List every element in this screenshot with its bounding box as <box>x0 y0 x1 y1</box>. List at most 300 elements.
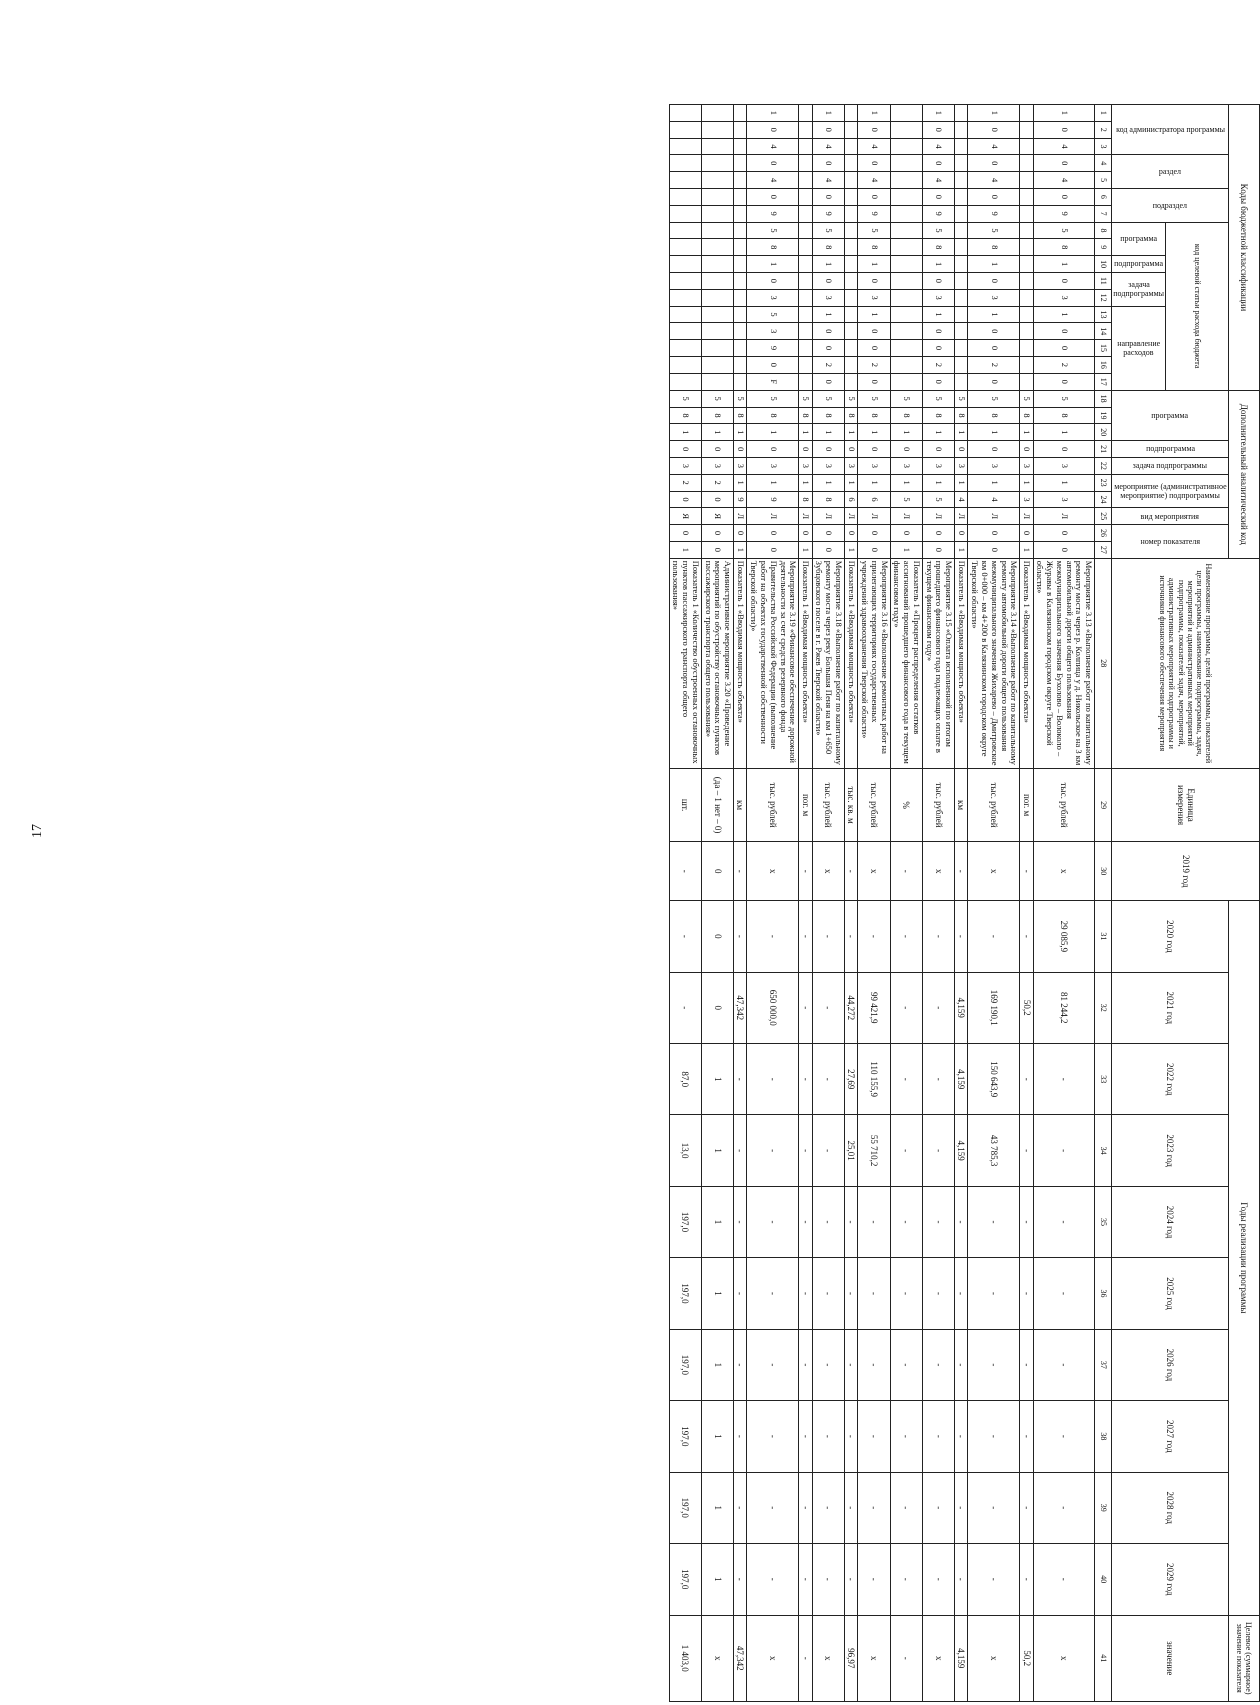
code-cell: 0 <box>747 356 799 373</box>
code-cell: 8 <box>812 407 844 424</box>
value-2019: х <box>922 842 954 901</box>
code-cell: 1 <box>1020 474 1033 491</box>
dop-vid-header: вид мероприятия <box>1112 508 1229 525</box>
code-cell <box>701 323 733 340</box>
table-row <box>747 105 799 1702</box>
code-cell: 1 <box>669 541 701 558</box>
column-number: 21 <box>1095 441 1112 458</box>
final-value: 96,97 <box>844 1615 857 1702</box>
year-value: - <box>812 1472 844 1543</box>
year-value: - <box>1033 1044 1095 1115</box>
year-value: - <box>799 1115 812 1186</box>
code-cell: 1 <box>1020 541 1033 558</box>
final-value: х <box>701 1615 733 1702</box>
row-unit: тыс. рублей <box>812 768 844 842</box>
year-value: - <box>812 1258 844 1329</box>
code-cell: Я <box>701 508 733 525</box>
code-cell: 0 <box>812 525 844 542</box>
code-cell: 4 <box>1033 172 1095 189</box>
column-number: 34 <box>1095 1115 1112 1186</box>
code-cell: 5 <box>799 390 812 407</box>
code-cell <box>669 239 701 256</box>
year-value: - <box>858 1472 890 1543</box>
year-value: - <box>747 1044 799 1115</box>
code-cell: 4 <box>812 172 844 189</box>
value-2019: х <box>812 842 844 901</box>
column-number-row <box>1095 105 1112 1702</box>
year-value: - <box>890 1115 922 1186</box>
code-cell: 8 <box>747 407 799 424</box>
code-cell: 1 <box>812 424 844 441</box>
year-value: 197,0 <box>669 1258 701 1329</box>
code-cell: 0 <box>812 441 844 458</box>
year-value: - <box>922 1115 954 1186</box>
code-cell <box>669 340 701 357</box>
code-cell: 0 <box>1033 441 1095 458</box>
code-cell: 0 <box>1033 188 1095 205</box>
code-cell: 0 <box>734 525 747 542</box>
code-cell <box>734 172 747 189</box>
code-cell: 1 <box>968 474 1020 491</box>
code-cell: 3 <box>734 457 747 474</box>
code-cell <box>701 155 733 172</box>
code-cell: 5 <box>858 390 890 407</box>
year-value: - <box>890 972 922 1043</box>
year-value: 0 <box>701 901 733 972</box>
code-cell: 1 <box>1033 474 1095 491</box>
row-unit: пог. м <box>1020 768 1033 842</box>
code-cell <box>734 239 747 256</box>
code-cell: 8 <box>858 239 890 256</box>
year-value: 1 <box>701 1044 733 1115</box>
year-value: - <box>812 901 844 972</box>
code-cell: 5 <box>922 222 954 239</box>
code-cell: 1 <box>858 256 890 273</box>
code-cell <box>799 155 812 172</box>
final-value: х <box>747 1615 799 1702</box>
code-cell: 0 <box>922 541 954 558</box>
year-value: 1 <box>701 1186 733 1257</box>
code-cell: 1 <box>890 424 922 441</box>
code-cell: Л <box>799 508 812 525</box>
year-value: - <box>1033 1186 1095 1257</box>
code-cell: 0 <box>858 323 890 340</box>
code-cell <box>890 222 922 239</box>
kcsr-podprogramma-header: подпрограмма <box>1112 256 1166 273</box>
year-value: - <box>890 901 922 972</box>
code-cell <box>799 222 812 239</box>
razdel-header: раздел <box>1112 155 1229 189</box>
kcsr-napravlenie-header: направление расходов <box>1112 306 1166 390</box>
code-cell <box>844 155 857 172</box>
code-cell <box>799 188 812 205</box>
code-cell: 0 <box>922 441 954 458</box>
code-cell <box>844 188 857 205</box>
code-cell: 5 <box>1033 390 1095 407</box>
code-cell <box>701 188 733 205</box>
code-cell <box>701 306 733 323</box>
code-cell: 0 <box>812 340 844 357</box>
code-cell <box>799 121 812 138</box>
code-cell: 0 <box>922 373 954 390</box>
year-value: - <box>799 1258 812 1329</box>
code-cell: 1 <box>747 424 799 441</box>
column-number: 25 <box>1095 508 1112 525</box>
code-cell: 0 <box>1033 272 1095 289</box>
code-cell: 0 <box>701 441 733 458</box>
year-value: - <box>1033 1329 1095 1400</box>
year-value: - <box>812 1186 844 1257</box>
year-value: - <box>890 1329 922 1400</box>
code-cell: 3 <box>858 457 890 474</box>
code-cell: 1 <box>734 474 747 491</box>
code-cell: 1 <box>858 306 890 323</box>
code-cell: 3 <box>747 323 799 340</box>
code-cell: 0 <box>858 272 890 289</box>
code-cell <box>669 188 701 205</box>
code-cell <box>701 340 733 357</box>
code-cell: 0 <box>812 121 844 138</box>
code-cell <box>669 172 701 189</box>
code-cell: 1 <box>1033 105 1095 122</box>
code-cell: 3 <box>922 457 954 474</box>
code-cell <box>955 222 968 239</box>
row-unit: км <box>955 768 968 842</box>
code-cell: 5 <box>747 222 799 239</box>
year-value: 1 <box>701 1543 733 1615</box>
column-number: 14 <box>1095 323 1112 340</box>
code-cell <box>955 373 968 390</box>
year-value: - <box>955 1258 968 1329</box>
code-cell <box>734 256 747 273</box>
code-cell <box>701 272 733 289</box>
table-body <box>669 105 1095 1702</box>
code-cell: 8 <box>1033 407 1095 424</box>
code-cell: 1 <box>812 474 844 491</box>
code-cell <box>844 138 857 155</box>
year-value: - <box>747 1472 799 1543</box>
code-cell: 0 <box>922 272 954 289</box>
code-cell <box>955 138 968 155</box>
year-value: - <box>922 1472 954 1543</box>
code-cell: 0 <box>1033 323 1095 340</box>
code-cell: 0 <box>922 340 954 357</box>
year-value: 650 000,0 <box>747 972 799 1043</box>
code-cell <box>1020 239 1033 256</box>
code-cell: 0 <box>858 340 890 357</box>
code-cell: 1 <box>922 105 954 122</box>
code-cell: 0 <box>858 188 890 205</box>
year-value: - <box>1033 1258 1095 1329</box>
column-number: 5 <box>1095 172 1112 189</box>
year-value: - <box>734 1186 747 1257</box>
code-cell: 3 <box>890 457 922 474</box>
code-cell: 5 <box>1020 390 1033 407</box>
column-number: 36 <box>1095 1258 1112 1329</box>
year-value: 29 085,9 <box>1033 901 1095 972</box>
row-unit: пог. м <box>799 768 812 842</box>
code-cell: Л <box>968 508 1020 525</box>
code-cell: 0 <box>858 373 890 390</box>
code-cell <box>701 256 733 273</box>
code-cell: 0 <box>669 525 701 542</box>
year-value: - <box>955 1543 968 1615</box>
year-value: - <box>890 1401 922 1472</box>
year-value: - <box>922 1543 954 1615</box>
code-cell: Л <box>812 508 844 525</box>
code-cell: 1 <box>669 424 701 441</box>
year-value: - <box>955 1329 968 1400</box>
code-cell <box>890 138 922 155</box>
code-cell: 0 <box>1020 441 1033 458</box>
code-cell <box>890 306 922 323</box>
year-2024-header: 2024 год <box>1112 1186 1229 1257</box>
code-cell: 3 <box>922 289 954 306</box>
code-cell: 0 <box>858 121 890 138</box>
final-value: х <box>968 1615 1020 1702</box>
code-cell: 5 <box>968 222 1020 239</box>
code-cell: 8 <box>844 407 857 424</box>
code-cell <box>734 373 747 390</box>
code-cell: 1 <box>858 424 890 441</box>
code-cell: 1 <box>858 474 890 491</box>
code-cell <box>1020 205 1033 222</box>
code-cell: 8 <box>734 407 747 424</box>
code-cell: 3 <box>858 289 890 306</box>
year-value: - <box>734 901 747 972</box>
year-value: - <box>734 1115 747 1186</box>
code-cell <box>844 306 857 323</box>
code-cell: 8 <box>812 239 844 256</box>
value-2019: - <box>1020 842 1033 901</box>
code-cell: 1 <box>922 474 954 491</box>
value-2019: х <box>747 842 799 901</box>
code-cell <box>701 172 733 189</box>
year-value: - <box>812 1401 844 1472</box>
year-value: - <box>669 901 701 972</box>
podrazdel-header: подраздел <box>1112 188 1229 222</box>
code-cell: 1 <box>734 424 747 441</box>
code-cell: 5 <box>747 306 799 323</box>
code-cell: 9 <box>747 491 799 508</box>
code-cell: 2 <box>812 356 844 373</box>
table-row <box>701 105 733 1702</box>
year-value: - <box>858 1543 890 1615</box>
code-cell: 3 <box>968 457 1020 474</box>
code-cell <box>955 105 968 122</box>
row-name: Показатель 1 «Вводимая мощность объекта» <box>799 558 812 768</box>
year-value: - <box>955 1472 968 1543</box>
code-cell: 0 <box>968 373 1020 390</box>
program-table <box>669 104 1260 1702</box>
code-cell <box>734 222 747 239</box>
name-column-header: Наименование программы, целей программы, показателей цели программы, наименование подпрограммы, задач, мероприятий и административных мероприятий подпрограммы, показателей задач, мероприятий, административных мероприятий подпрограммы и источников финансового обеспечения мероприятия <box>1112 558 1260 768</box>
year-value: 1 <box>701 1329 733 1400</box>
code-cell: 0 <box>922 155 954 172</box>
column-number: 15 <box>1095 340 1112 357</box>
year-value: - <box>1020 1186 1033 1257</box>
code-cell: 5 <box>968 390 1020 407</box>
code-cell: 5 <box>701 390 733 407</box>
table-row <box>734 105 747 1702</box>
code-cell: 8 <box>799 407 812 424</box>
code-cell <box>799 256 812 273</box>
code-cell: 5 <box>812 390 844 407</box>
year-value: - <box>922 1186 954 1257</box>
code-cell: 0 <box>968 340 1020 357</box>
year-value: - <box>890 1186 922 1257</box>
year-value: - <box>858 1401 890 1472</box>
dop-meropriyatie-header: мероприятие (административное мероприятие) подпрограммы <box>1112 474 1229 508</box>
column-number: 3 <box>1095 138 1112 155</box>
column-number: 38 <box>1095 1401 1112 1472</box>
dop-programma-header: программа <box>1112 390 1229 440</box>
final-value: 50,2 <box>1020 1615 1033 1702</box>
row-unit: тыс. рублей <box>922 768 954 842</box>
code-cell: 3 <box>669 457 701 474</box>
code-cell: 0 <box>858 541 890 558</box>
code-cell <box>955 121 968 138</box>
row-unit: км <box>734 768 747 842</box>
code-cell: 0 <box>747 188 799 205</box>
code-cell: 0 <box>922 188 954 205</box>
code-cell <box>734 155 747 172</box>
code-cell: 0 <box>955 441 968 458</box>
column-number: 18 <box>1095 390 1112 407</box>
code-cell <box>890 323 922 340</box>
code-cell <box>955 356 968 373</box>
code-cell: 0 <box>955 525 968 542</box>
code-cell <box>844 105 857 122</box>
column-number: 29 <box>1095 768 1112 842</box>
code-cell <box>1020 222 1033 239</box>
year-value: - <box>747 1186 799 1257</box>
code-cell: 0 <box>701 541 733 558</box>
year-2027-header: 2027 год <box>1112 1401 1229 1472</box>
year-value: - <box>1033 1543 1095 1615</box>
year-value: 27,69 <box>844 1044 857 1115</box>
code-cell: 1 <box>922 424 954 441</box>
row-name: Мероприятие 3.15 «Оплата исполненной по итогам прошедшего финансового года подлежащих оплате в текущем финансовом году» <box>922 558 954 768</box>
code-cell: 3 <box>812 457 844 474</box>
code-cell: 0 <box>669 491 701 508</box>
year-value: - <box>799 1186 812 1257</box>
code-cell: 1 <box>701 424 733 441</box>
code-cell: 0 <box>968 272 1020 289</box>
code-cell <box>701 138 733 155</box>
year-value: - <box>1020 1044 1033 1115</box>
code-cell <box>955 205 968 222</box>
year-value: - <box>747 901 799 972</box>
year-value: - <box>844 901 857 972</box>
year-value: - <box>734 1329 747 1400</box>
row-name: Мероприятие 3.18 «Выполнение работ по капитальному ремонту моста через реку Большая Пеня на км 1+650 Зубцовского поселе в г. Ржев Тверской области» <box>812 558 844 768</box>
year-value: 47,342 <box>734 972 747 1043</box>
year-value: - <box>799 1543 812 1615</box>
table-row <box>669 105 701 1702</box>
year-2020-header: 2020 год <box>1112 901 1229 972</box>
row-unit: шт. <box>669 768 701 842</box>
code-cell <box>955 239 968 256</box>
year-2019-header: 2019 год <box>1112 842 1260 901</box>
code-cell: 3 <box>1020 491 1033 508</box>
row-name: Показатель 1 «Вводимая мощность объекта» <box>1020 558 1033 768</box>
column-number: 6 <box>1095 188 1112 205</box>
code-cell <box>669 121 701 138</box>
code-cell <box>734 188 747 205</box>
code-cell <box>955 188 968 205</box>
code-cell <box>799 105 812 122</box>
code-cell <box>701 105 733 122</box>
code-cell: 1 <box>844 474 857 491</box>
code-cell: 2 <box>922 356 954 373</box>
code-cell <box>734 272 747 289</box>
value-2019: - <box>669 842 701 901</box>
code-cell <box>890 205 922 222</box>
code-cell <box>1020 373 1033 390</box>
year-value: - <box>1033 1401 1095 1472</box>
year-value: - <box>968 1543 1020 1615</box>
code-cell <box>844 121 857 138</box>
year-value: 1 <box>701 1401 733 1472</box>
column-number: 7 <box>1095 205 1112 222</box>
code-cell: 8 <box>858 407 890 424</box>
year-value: - <box>922 972 954 1043</box>
year-value: - <box>968 1329 1020 1400</box>
code-cell: 4 <box>1033 138 1095 155</box>
column-number: 26 <box>1095 525 1112 542</box>
code-cell: 4 <box>922 172 954 189</box>
year-value: - <box>747 1258 799 1329</box>
code-cell: 1 <box>968 424 1020 441</box>
kcsr-zadacha-header: задача подпрограммы <box>1112 272 1166 306</box>
final-value-header: значение <box>1112 1615 1229 1702</box>
code-cell <box>1020 188 1033 205</box>
code-cell <box>669 105 701 122</box>
year-2021-header: 2021 год <box>1112 972 1229 1043</box>
row-unit: тыс. кв. м <box>844 768 857 842</box>
row-name: Показатель 1 «Количество обустроенных остановочных пунктов пассажирского транспорта общего пользования» <box>669 558 701 768</box>
year-value: - <box>812 1115 844 1186</box>
code-cell <box>890 289 922 306</box>
code-cell <box>844 205 857 222</box>
year-value: 197,0 <box>669 1401 701 1472</box>
code-cell: 3 <box>799 457 812 474</box>
code-cell: 8 <box>701 407 733 424</box>
code-cell <box>701 121 733 138</box>
code-cell: 8 <box>1033 239 1095 256</box>
code-cell: 6 <box>844 491 857 508</box>
code-cell: 3 <box>844 457 857 474</box>
code-cell: 8 <box>1020 407 1033 424</box>
year-value: - <box>812 1044 844 1115</box>
column-number: 13 <box>1095 306 1112 323</box>
code-cell: 0 <box>747 541 799 558</box>
code-cell: 0 <box>747 272 799 289</box>
code-cell: 5 <box>1033 222 1095 239</box>
column-number: 8 <box>1095 222 1112 239</box>
code-cell: 0 <box>1033 340 1095 357</box>
code-cell <box>890 373 922 390</box>
year-value: - <box>922 1329 954 1400</box>
year-value: - <box>1020 1543 1033 1615</box>
year-value: 13,0 <box>669 1115 701 1186</box>
year-value: - <box>890 1258 922 1329</box>
final-value: 4,159 <box>955 1615 968 1702</box>
code-cell <box>955 340 968 357</box>
dop-podprogramma-header: подпрограмма <box>1112 441 1229 458</box>
year-value: - <box>734 1258 747 1329</box>
